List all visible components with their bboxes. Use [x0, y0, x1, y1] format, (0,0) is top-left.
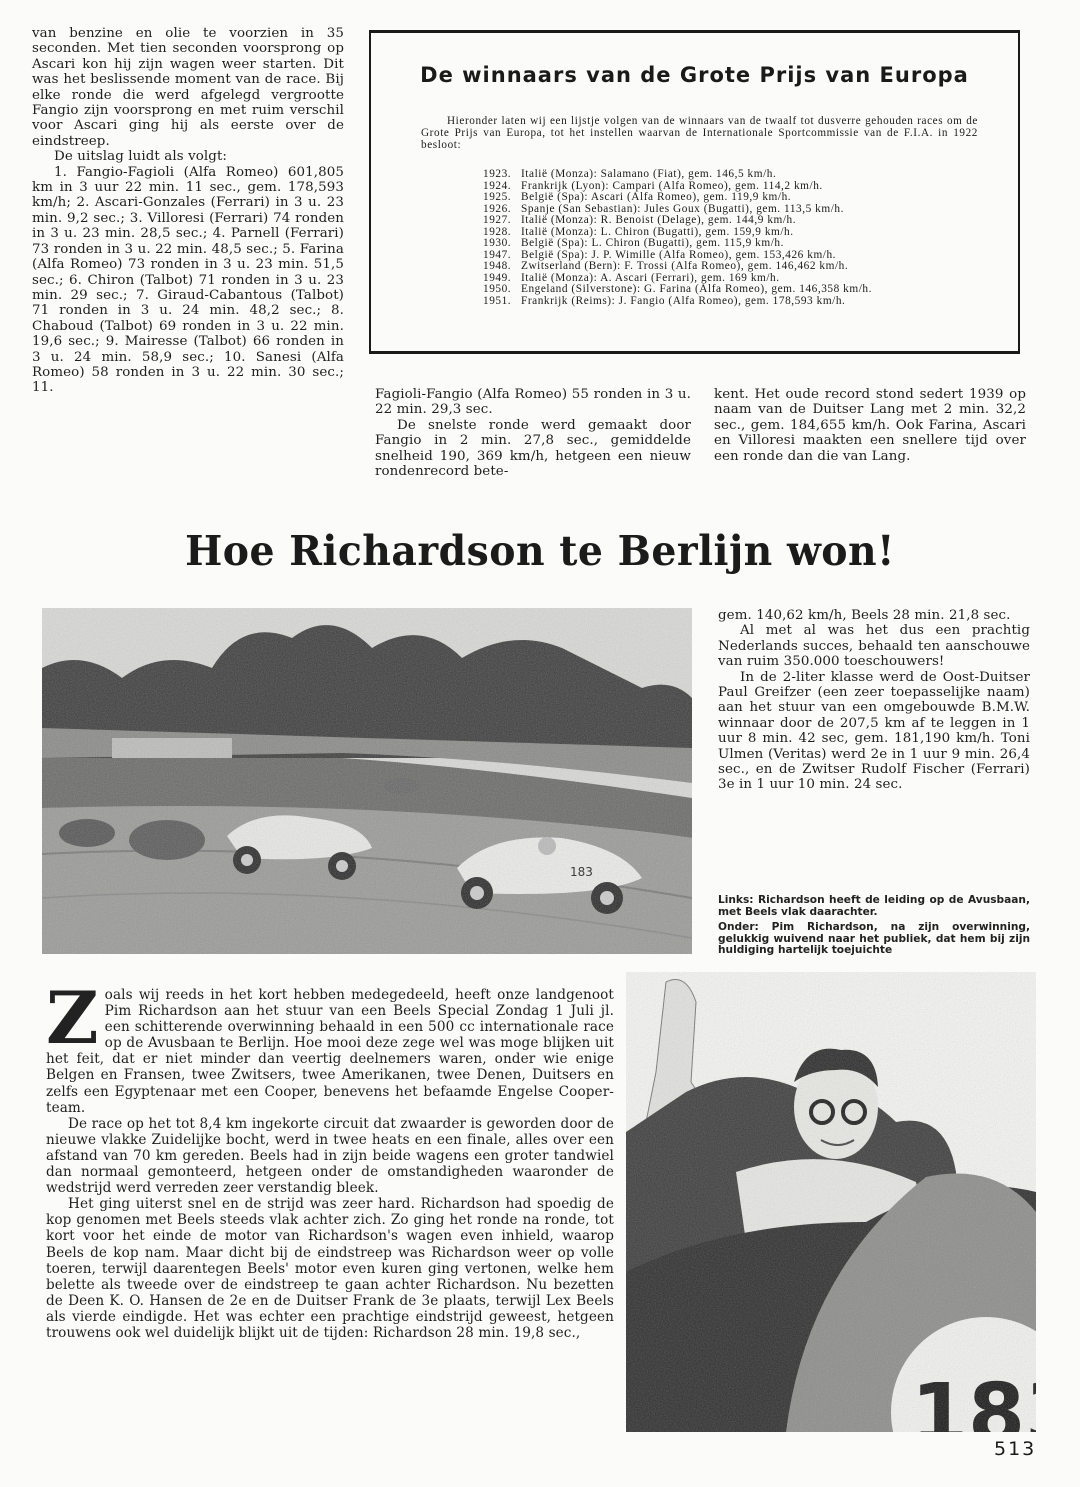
winner-text: Zwitserland (Bern): F. Trossi (Alfa Romeo), gem. 146,462 km/h. — [521, 260, 849, 272]
top-right-column — [714, 387, 1026, 464]
winner-text: Frankrijk (Lyon): Campari (Alfa Romeo), gem. 114,2 km/h. — [521, 179, 823, 192]
results-paragraph: 1. Fangio-Fagioli (Alfa Romeo) 601,805 km in 3 uur 22 min. 11 sec., gem. 178,593 km/h; 2. Ascari-Gonzales (Ferrari) in 3 u. 23 min. 9,2 sec.; 3. Villoresi (Ferrari) 74 ronden in 3 u. 23 min. 28,5 sec.; 4. Parnell (Ferrari) 73 ronden in 3 u. 22 min. 48,5 sec.; 5. Farina (Alfa Romeo) 73 ronden in 3 u. 23 min. 51,5 sec.; 6. Chiron (Talbot) 71 ronden in 3 u. 23 min. 29 sec.; 7. Giraud-Cabantous (Talbot) 71 ronden in 3 u. 24 min. 48,2 sec.; 8. Chaboud (Talbot) 69 ronden in 3 u. 22 min. 19,6 sec.; 9. Mairesse (Talbot) 66 ronden in 3 u. 24 min. 58,9 sec.; 10. Sanesi (Alfa Romeo) 58 ronden in 3 u. 22 min. 30 sec.; 11. — [32, 164, 344, 396]
winners-box — [369, 30, 1020, 354]
richardson-photo — [626, 972, 1036, 1432]
winner-text: Italië (Monza): Salamano (Fiat), gem. 146,5 km/h. — [521, 168, 777, 180]
paragraph: De uitslag luidt als volgt: — [54, 149, 228, 165]
article-headline: Hoe Richardson te Berlijn won! — [185, 527, 895, 575]
first-paragraph: Zoals wij reeds in het kort hebben medegedeeld, heeft onze landgenoot Pim Richardson aan het stuur van een Beels Special Zondag 1 Juli jl. een schitterende overwinning behaald in een 500 cc internationale race op de Avusbaan te Berlijn. Hoe mooi deze zege wel was moge blijken uit het feit, dat er niet minder dan veertig deelnemers waren, onder wie enige Belgen en Fransen, twee Zwitsers, twee Amerikanen, twee Denen, Duitsers en zelfs een Egyptenaar met een Cooper, benevens het befaamde Engelse Cooper-team. — [46, 975, 614, 1116]
winner-row — [483, 296, 872, 308]
paragraph: Fagioli-Fangio (Alfa Romeo) 55 ronden in 3 u. 22 min. 29,3 sec. — [375, 387, 691, 418]
paragraph: kent. Het oude record stond sedert 1939 op naam van de Duitser Lang met 2 min. 32,2 sec., gem. 184,655 km/h. Ook Farina, Ascari en Villoresi maakten een snellere tijd over een ronde dan die van Lang. — [714, 387, 1026, 464]
winner-year: 1950. — [483, 283, 512, 295]
winner-year: 1927. — [483, 214, 512, 226]
winner-year: 1930. — [483, 237, 512, 249]
top-middle-column — [375, 387, 691, 479]
winner-year: 1951. — [483, 294, 512, 307]
winner-text: Frankrijk (Reims): J. Fangio (Alfa Romeo), gem. 178,593 km/h. — [521, 294, 846, 307]
paragraph: De race op het tot 8,4 km ingekorte circuit dat zwaarder is geworden door de nieuwe vlakke Zuidelijke bocht, werd in twee heats en een finale, alles over een afstand van 70 km gereden. Beels had in zijn beide wagens een groter tandwiel dan normaal gemonteerd, hetgeen onder de omstandigheden waaronder de wedstrijd werd verreden zeer verstandig bleek. — [46, 1115, 614, 1197]
winners-box-intro: Hieronder laten wij een lijstje volgen van de winnaars van de twaalf tot dusverre gehouden races om de Grote Prijs van Europa, tot het instellen waarvan de Internationale Sportcommissie van de F.I.A. in 1922 besloot: — [421, 115, 978, 151]
winner-text: Spanje (San Sebastian): Jules Goux (Bugatti), gem. 113,5 km/h. — [521, 202, 844, 215]
photo-captions — [718, 895, 1030, 961]
winner-text: België (Spa): L. Chiron (Bugatti), gem. 115,9 km/h. — [521, 237, 784, 249]
winner-year: 1923. — [483, 168, 512, 180]
winners-list — [483, 169, 872, 307]
winner-text: Engeland (Silverstone): G. Farina (Alfa Romeo), gem. 146,358 km/h. — [521, 283, 872, 295]
winners-box-title: De winnaars van de Grote Prijs van Europa — [420, 63, 969, 87]
paragraph: gem. 140,62 km/h, Beels 28 min. 21,8 sec. — [718, 608, 1011, 623]
paragraph: In de 2-liter klasse werd de Oost-Duitser Paul Greifzer (een zeer toepasselijke naam) aan het stuur van een omgebouwde B.M.W. winnaar door de 207,5 km af te leggen in 1 uur 8 min. 42 sec, gem. 181,190 km/h. Toni Ulmen (Veritas) werd 2e in 1 uur 9 min. 26,4 sec., en de Zwitser Rudolf Fischer (Ferrari) 3e in 1 uur 10 min. 24 sec. — [718, 669, 1030, 793]
winner-text: Italië (Monza): R. Benoist (Delage), gem. 144,9 km/h. — [521, 214, 797, 226]
article-right-column — [718, 608, 1030, 793]
caption-left-photo: Links: Richardson heeft de leiding op de Avusbaan, met Beels vlak daarachter. — [718, 894, 1030, 918]
article-body — [46, 975, 614, 1341]
caption-bottom-photo: Onder: Pim Richardson, na zijn overwinning, gelukkig wuivend naar het publiek, dat hem bij zijn huldiging hartelijk toejuichte — [718, 921, 1030, 957]
winner-text: Italië (Monza): L. Chiron (Bugatti), gem. 159,9 km/h. — [521, 225, 794, 238]
paragraph: Al met al was het dus een prachtig Nederlands succes, behaald ten aanschouwe van ruim 350.000 toeschouwers! — [718, 623, 1030, 670]
page-number: 513 — [994, 1438, 1037, 1460]
winner-year: 1949. — [483, 271, 512, 284]
winner-year: 1948. — [483, 260, 512, 272]
paragraph: Het ging uiterst snel en de strijd was zeer hard. Richardson had spoedig de kop genomen met Beels steeds vlak achter zich. Zo ging het ronde na ronde, tot kort voor het einde de motor van Richardson's wagen even inhield, waarop Beels de kop nam. Maar dicht bij de eindstreep was Richardson weer op volle toeren, terwijl daarentegen Beels' motor even kuren ging vertonen, welke hem belette als tweede over de eindstreep te gaan achter Richardson. Nu bezetten de Deen K. O. Hansen de 2e en de Duitser Frank de 3e plaats, terwijl Lex Beels als vierde eindigde. Het was echter een prachtige eindstrijd geweest, hetgeen trouwens ook wel duidelijk blijkt uit de tijden: Richardson 28 min. 19,8 sec., — [46, 1196, 614, 1341]
winner-year: 1947. — [483, 248, 512, 261]
winner-year: 1926. — [483, 202, 512, 215]
paragraph: De snelste ronde werd gemaakt door Fangio in 2 min. 27,8 sec., gemiddelde snelheid 190, 369 km/h, hetgeen een nieuw rondenrecord bete- — [375, 417, 691, 480]
winner-text: België (Spa): J. P. Wimille (Alfa Romeo), gem. 153,426 km/h. — [521, 248, 837, 261]
race-photo — [42, 608, 692, 954]
richardson-waving-image — [626, 972, 1036, 1432]
winner-year: 1928. — [483, 225, 512, 238]
winner-year: 1924. — [483, 179, 512, 192]
paragraph: van benzine en olie te voorzien in 35 seconden. Met tien seconden voorsprong op Ascari kon hij zijn wagen weer starten. Dit was het beslissende moment van de race. Bij elke ronde die werd afgelegd vergrootte Fangio zijn voorsprong en met ruim verschil voor Ascari ging hij als eerste over de eindstreep. — [32, 26, 344, 149]
top-left-column — [32, 26, 344, 396]
winner-text: Italië (Monza): A. Ascari (Ferrari), gem. 169 km/h. — [521, 271, 780, 284]
winner-text: België (Spa): Ascari (Alfa Romeo), gem. 119,9 km/h. — [521, 191, 792, 203]
winner-year: 1925. — [483, 191, 512, 203]
race-cars-image — [42, 608, 692, 954]
dropcap: Z — [46, 975, 99, 1060]
